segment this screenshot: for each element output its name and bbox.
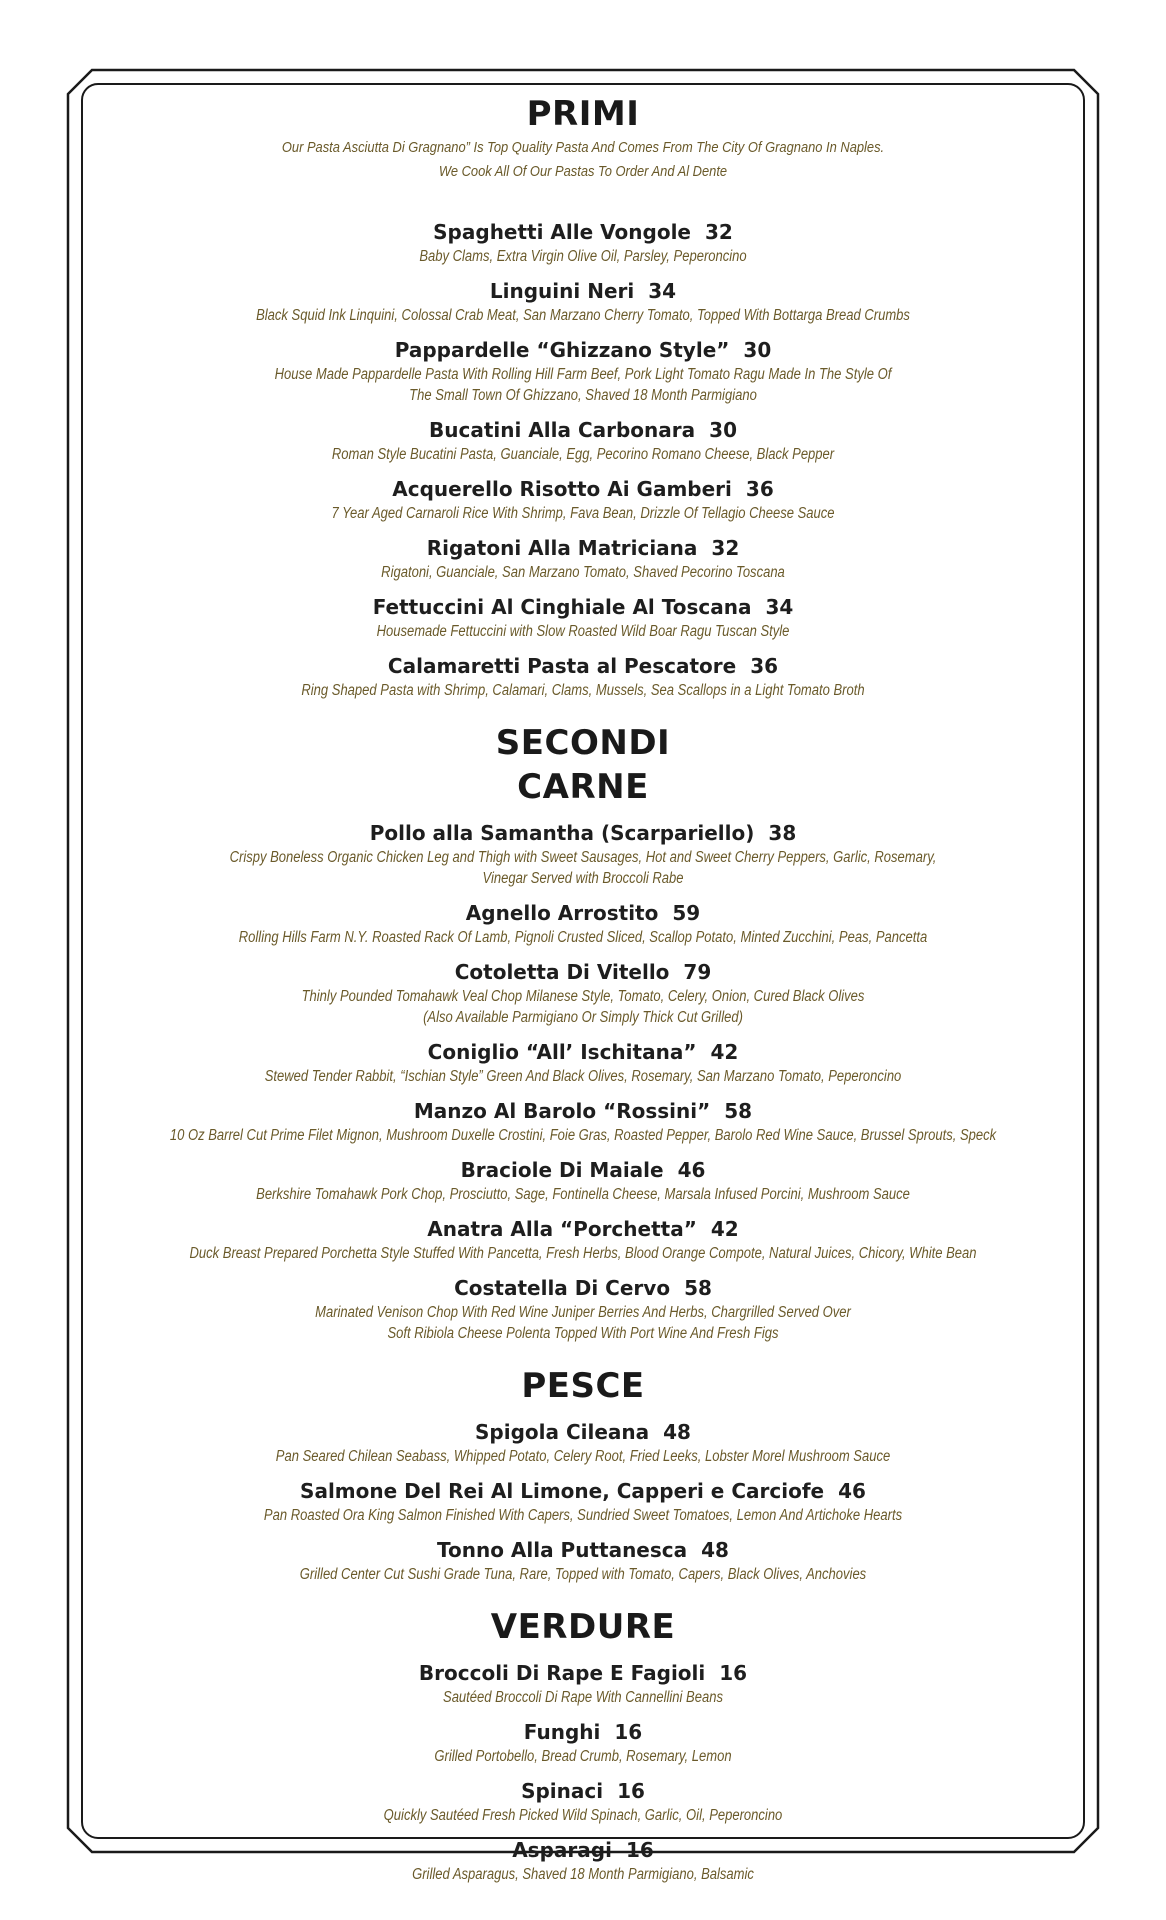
- menu-item-description: Grilled Center Cut Sushi Grade Tuna, Rare, Topped with Tomato, Capers, Black Olives, Anchovies: [299, 1566, 867, 1583]
- section-secondi: [84, 721, 1082, 1585]
- menu-item-description: Crispy Boneless Organic Chicken Leg and Thigh with Sweet Sausages, Hot and Sweet Cherry Peppers, Garlic, Rosemary, Vinegar Served with Broccoli Rabe: [229, 849, 937, 887]
- menu-item-name: Braciole Di Maiale: [460, 1158, 664, 1182]
- menu-item-title: [84, 899, 1082, 927]
- menu-item-description: Black Squid Ink Linquini, Colossal Crab Meat, San Marzano Cherry Tomato, Topped With Bottarga Bread Crumbs: [256, 307, 910, 324]
- menu-item-description: Sautéed Broccoli Di Rape With Cannellini Beans: [443, 1689, 723, 1706]
- menu-item-title: [84, 1215, 1082, 1243]
- menu-item-title: [84, 534, 1082, 562]
- pesce-item-list: [84, 1418, 1082, 1585]
- menu-item-name: Calamaretti Pasta al Pescatore: [387, 654, 737, 678]
- menu-item-title: [84, 218, 1082, 246]
- menu-item: [84, 652, 1082, 701]
- menu-item-name: Pollo alla Samantha (Scarpariello): [369, 821, 755, 845]
- menu-item-title: [84, 277, 1082, 305]
- menu-item-description: Ring Shaped Pasta with Shrimp, Calamari, Clams, Mussels, Sea Scallops in a Light Tomato Broth: [301, 682, 865, 699]
- menu-item-price: 42: [710, 1040, 739, 1064]
- menu-item-title: [84, 958, 1082, 986]
- section-primi: [84, 92, 1082, 701]
- section-title-carne: CARNE: [517, 767, 649, 807]
- menu-item-price: 16: [719, 1661, 748, 1685]
- menu-item-price: 30: [743, 338, 772, 362]
- menu-item-description: Pan Roasted Ora King Salmon Finished With Capers, Sundried Sweet Tomatoes, Lemon And Artichoke Hearts: [263, 1507, 903, 1524]
- menu-item-title: [84, 1156, 1082, 1184]
- menu-item-price: 34: [765, 595, 794, 619]
- menu-item-price: 38: [768, 821, 797, 845]
- menu-item: [84, 1097, 1082, 1146]
- menu-item-name: Spinaci: [521, 1779, 604, 1803]
- menu-item-price: 30: [709, 418, 737, 442]
- menu-item-description: Rigatoni, Guanciale, San Marzano Tomato, Shaved Pecorino Toscana: [381, 564, 785, 581]
- menu-item: [84, 1156, 1082, 1205]
- menu-item-description: Pan Seared Chilean Seabass, Whipped Potato, Celery Root, Fried Leeks, Lobster Morel Mushroom Sauce: [275, 1448, 891, 1465]
- menu-item-price: 58: [724, 1099, 753, 1123]
- menu-item: [84, 593, 1082, 642]
- menu-item-description: Marinated Venison Chop With Red Wine Juniper Berries And Herbs, Chargrilled Served Over Soft Ribiola Cheese Polenta Topped With Port Wine And Fresh Figs: [315, 1304, 851, 1342]
- menu-item-name: Cotoletta Di Vitello: [454, 960, 670, 984]
- menu-item: [84, 475, 1082, 524]
- menu-item: [84, 1659, 1082, 1708]
- menu-item: [84, 336, 1082, 406]
- menu-item-title: [84, 1718, 1082, 1746]
- menu-item-description: Rolling Hills Farm N.Y. Roasted Rack Of Lamb, Pignoli Crusted Sliced, Scallop Potato, Minted Zucchini, Peas, Pancetta: [238, 929, 928, 946]
- menu-item-name: Acquerello Risotto Ai Gamberi: [392, 477, 732, 501]
- menu-item-name: Bucatini Alla Carbonara: [429, 418, 696, 442]
- menu-item-price: 46: [677, 1158, 706, 1182]
- menu-item-price: 32: [711, 536, 740, 560]
- menu-item-description: Berkshire Tomahawk Pork Chop, Prosciutto, Sage, Fontinella Cheese, Marsala Infused Porcini, Mushroom Sauce: [256, 1186, 910, 1203]
- menu-item: [84, 958, 1082, 1028]
- section-title-pesce: PESCE: [521, 1366, 645, 1406]
- menu-item-description: Baby Clams, Extra Virgin Olive Oil, Parsley, Peperoncino: [419, 248, 747, 265]
- primi-intro-line-2: We Cook All Of Our Pastas To Order And Al Dente: [438, 163, 728, 180]
- menu-item-description: 10 Oz Barrel Cut Prime Filet Mignon, Mushroom Duxelle Crostini, Foie Gras, Roasted Pepper, Barolo Red Wine Sauce, Brussel Sprouts, Speck: [169, 1127, 997, 1144]
- verdure-item-list: [84, 1659, 1082, 1885]
- menu-item-name: Asparagi: [512, 1838, 612, 1862]
- menu-item: [84, 277, 1082, 326]
- menu-item-name: Tonno Alla Puttanesca: [437, 1538, 688, 1562]
- menu-item-description: 7 Year Aged Carnaroli Rice With Shrimp, Fava Bean, Drizzle Of Tellagio Cheese Sauce: [331, 505, 835, 522]
- menu-item-price: 48: [663, 1420, 691, 1444]
- menu-item-title: [84, 1536, 1082, 1564]
- menu-item-title: [84, 652, 1082, 680]
- menu-item-title: [84, 336, 1082, 364]
- section-title-secondi: SECONDI: [495, 723, 671, 763]
- menu-item-title: [84, 819, 1082, 847]
- menu-item-price: 46: [838, 1479, 866, 1503]
- menu-item: [84, 416, 1082, 465]
- menu-item-title: [84, 1659, 1082, 1687]
- menu-item-price: 16: [617, 1779, 645, 1803]
- menu-item: [84, 1477, 1082, 1526]
- menu-item-description: Duck Breast Prepared Porchetta Style Stuffed With Pancetta, Fresh Herbs, Blood Orange Compote, Natural Juices, Chicory, White Bean: [189, 1245, 977, 1262]
- menu-item-name: Salmone Del Rei Al Limone, Capperi e Carciofe: [300, 1479, 825, 1503]
- menu-item-name: Spigola Cileana: [475, 1420, 650, 1444]
- menu-item: [84, 819, 1082, 889]
- menu-item-title: [84, 1274, 1082, 1302]
- menu-item: [84, 1836, 1082, 1885]
- menu-item-name: Spaghetti Alle Vongole: [433, 220, 691, 244]
- menu-item-description: Grilled Portobello, Bread Crumb, Rosemary, Lemon: [434, 1748, 732, 1765]
- menu-item-title: [84, 1038, 1082, 1066]
- menu-item-price: 48: [701, 1538, 729, 1562]
- menu-item-title: [84, 475, 1082, 503]
- carne-item-list: [84, 819, 1082, 1344]
- menu-item-price: 34: [648, 279, 677, 303]
- menu-item-description: Quickly Sautéed Fresh Picked Wild Spinach, Garlic, Oil, Peperoncino: [383, 1807, 783, 1824]
- menu-item: [84, 1215, 1082, 1264]
- menu-item-title: [84, 416, 1082, 444]
- menu-item-title: [84, 1836, 1082, 1864]
- menu-item-title: [84, 593, 1082, 621]
- menu-item: [84, 1718, 1082, 1767]
- menu-item-name: Funghi: [523, 1720, 601, 1744]
- menu-item-description: Stewed Tender Rabbit, “Ischian Style” Green And Black Olives, Rosemary, San Marzano Tomato, Peperoncino: [264, 1068, 902, 1085]
- menu-item: [84, 218, 1082, 267]
- menu-item-title: [84, 1477, 1082, 1505]
- menu-item-name: Manzo Al Barolo “Rossini”: [413, 1099, 711, 1123]
- menu-item-name: Agnello Arrostito: [465, 901, 659, 925]
- menu-item-price: 32: [705, 220, 733, 244]
- section-verdure: [84, 1605, 1082, 1885]
- menu-item-name: Costatella Di Cervo: [454, 1276, 671, 1300]
- menu-item-description: Roman Style Bucatini Pasta, Guanciale, Egg, Pecorino Romano Cheese, Black Pepper: [331, 446, 835, 463]
- menu-item-name: Anatra Alla “Porchetta”: [427, 1217, 697, 1241]
- menu-item-price: 16: [625, 1838, 654, 1862]
- menu-item: [84, 1536, 1082, 1585]
- section-title-primi: PRIMI: [526, 94, 640, 134]
- menu-item: [84, 1418, 1082, 1467]
- primi-intro-line-1: Our Pasta Asciutta Di Gragnano” Is Top Quality Pasta And Comes From The City Of Gragnano In Naples.: [281, 139, 885, 156]
- menu-item: [84, 1777, 1082, 1826]
- menu-item-name: Linguini Neri: [489, 279, 635, 303]
- menu-item-name: Pappardelle “Ghizzano Style”: [394, 338, 730, 362]
- menu-item-description: Housemade Fettuccini with Slow Roasted Wild Boar Ragu Tuscan Style: [376, 623, 790, 640]
- menu-item-price: 16: [614, 1720, 643, 1744]
- menu-item-price: 36: [750, 654, 779, 678]
- menu-content: [84, 92, 1082, 1885]
- menu-item-title: [84, 1097, 1082, 1125]
- menu-item: [84, 1038, 1082, 1087]
- menu-item: [84, 534, 1082, 583]
- menu-item-name: Broccoli Di Rape E Fagioli: [418, 1661, 706, 1685]
- section-title-verdure: VERDURE: [490, 1607, 676, 1647]
- menu-item-description: House Made Pappardelle Pasta With Rolling Hill Farm Beef, Pork Light Tomato Ragu Made In The Style Of The Small Town Of Ghizzano, Shaved 18 Month Parmigiano: [274, 366, 892, 404]
- menu-item-price: 36: [745, 477, 774, 501]
- menu-item-price: 42: [710, 1217, 739, 1241]
- menu-item-name: Fettuccini Al Cinghiale Al Toscana: [372, 595, 752, 619]
- menu-item-name: Rigatoni Alla Matriciana: [426, 536, 698, 560]
- menu-item-title: [84, 1777, 1082, 1805]
- menu-item-description: Thinly Pounded Tomahawk Veal Chop Milanese Style, Tomato, Celery, Onion, Cured Black Olives (Also Available Parmigiano Or Simply Thick Cut Grilled): [301, 988, 865, 1026]
- menu-item-description: Grilled Asparagus, Shaved 18 Month Parmigiano, Balsamic: [412, 1866, 754, 1883]
- menu-item-title: [84, 1418, 1082, 1446]
- menu-item-name: Coniglio “All’ Ischitana”: [427, 1040, 697, 1064]
- menu-item-price: 79: [683, 960, 712, 984]
- menu-item: [84, 899, 1082, 948]
- primi-item-list: [84, 218, 1082, 701]
- menu-item-price: 59: [672, 901, 701, 925]
- menu-item: [84, 1274, 1082, 1344]
- menu-item-price: 58: [684, 1276, 712, 1300]
